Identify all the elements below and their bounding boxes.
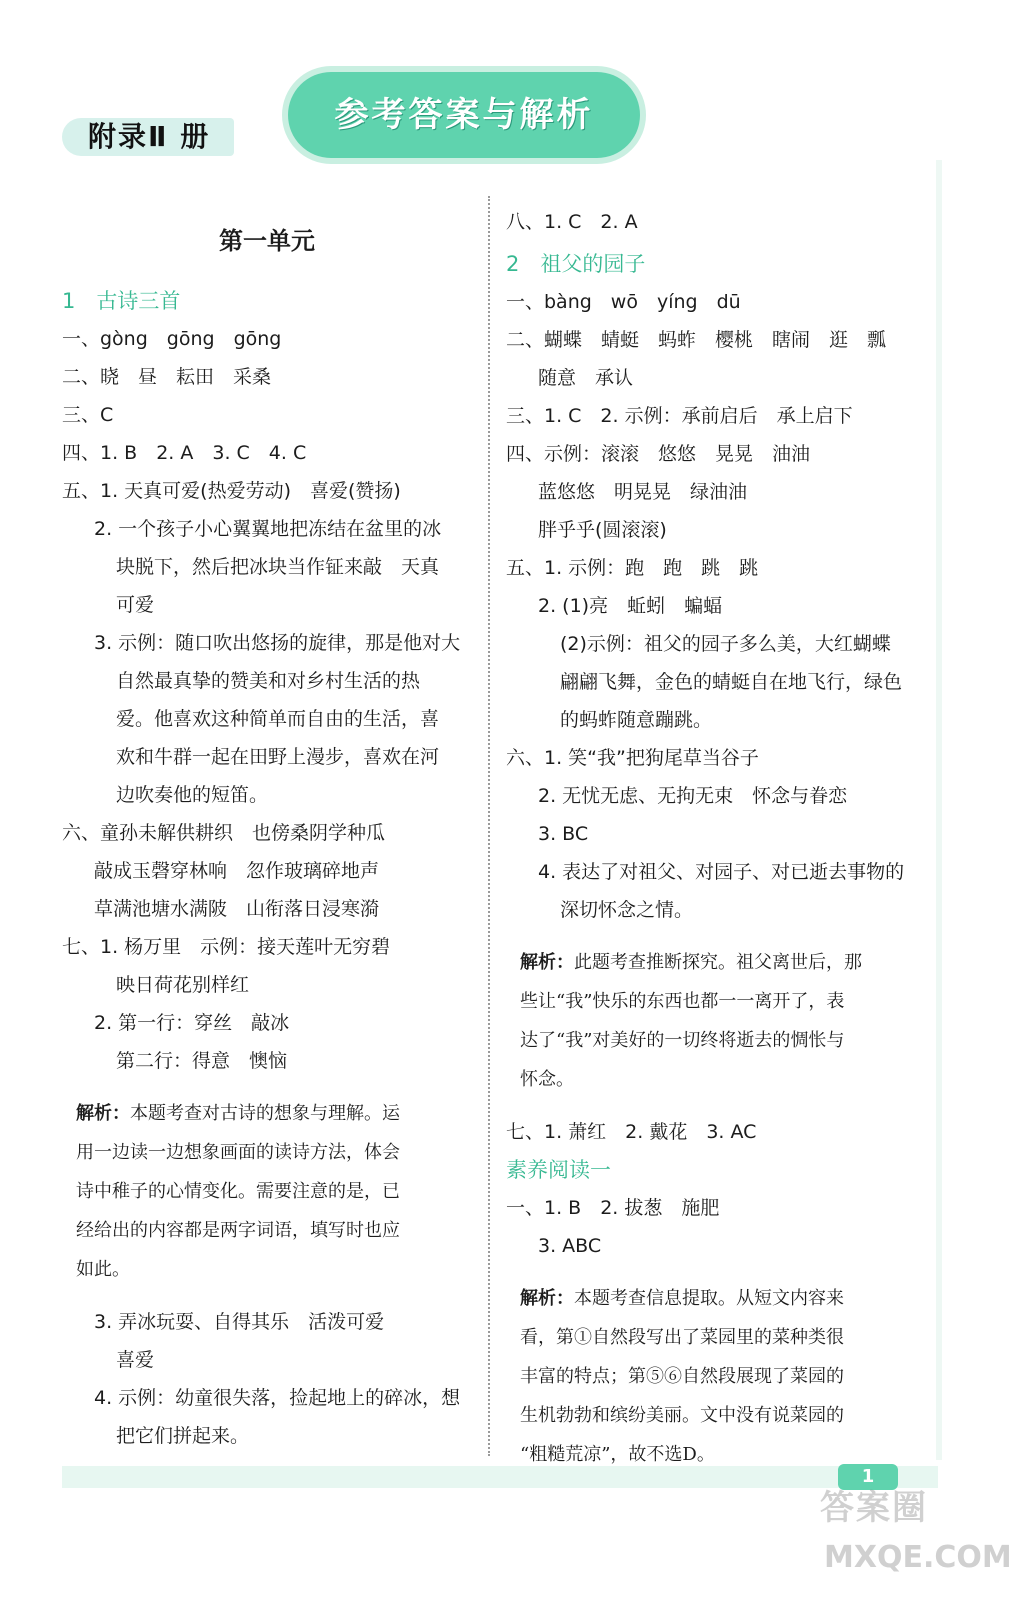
answer-line: 随意 承认 [538, 367, 634, 389]
answer-line: (2)示例：祖父的园子多么美，大红蝴蝶 [560, 633, 891, 655]
analysis-text: 用一边读一边想象画面的读诗方法，体会 [76, 1142, 400, 1163]
analysis-text: 经给出的内容都是两字词语，填写时也应 [76, 1220, 400, 1241]
answer-line: 4. 表达了对祖父、对园子、对已逝去事物的 [538, 861, 905, 883]
answer-line: 二、晓 昼 耘田 采桑 [62, 366, 272, 388]
analysis-block [520, 1279, 916, 1474]
page-edge-strip [936, 160, 942, 1460]
answer-line: 草满池塘水满陂 山衔落日浸寒漪 [94, 898, 380, 920]
answer-line: 2. 一个孩子小心翼翼地把冻结在盆里的冰 [94, 518, 442, 540]
answer-line: 胖乎乎(圆滚滚) [538, 519, 667, 541]
answer-line: 喜爱 [116, 1349, 155, 1371]
left-column [62, 222, 472, 1455]
unit-title: 第一单元 [219, 227, 315, 255]
answer-line: 3. 示例：随口吹出悠扬的旋律，那是他对大 [94, 632, 461, 654]
answer-line: 七、1. 萧红 2. 戴花 3. AC [506, 1121, 757, 1143]
answer-line: 六、童孙未解供耕织 也傍桑阴学种瓜 [62, 822, 386, 844]
answer-line: 2. 第一行：穿丝 敲冰 [94, 1012, 290, 1034]
watermark-url: MXQE.COM [824, 1540, 1012, 1575]
answer-line: 2. 无忧无虑、无拘无束 怀念与眷恋 [538, 785, 848, 807]
answer-line: 翩翩飞舞，金色的蜻蜓自在地飞行，绿色 [560, 671, 903, 693]
lesson-title: 2 祖父的园子 [506, 252, 646, 276]
answer-line: 五、1. 天真可爱(热爱劳动) 喜爱(赞扬) [62, 480, 401, 502]
answer-line: 深切怀念之情。 [560, 899, 694, 921]
page-number: 1 [861, 1466, 875, 1487]
answer-line: 欢和牛群一起在田野上漫步，喜欢在河 [116, 746, 440, 768]
answer-line: 3. BC [538, 823, 589, 845]
answer-line: 三、C [62, 404, 114, 426]
answer-line: 一、gòng gōng gōng [62, 328, 282, 350]
answer-line: 自然最真挚的赞美和对乡村生活的热 [116, 670, 421, 692]
answer-line: 把它们拼起来。 [116, 1425, 250, 1447]
answer-line: 一、bàng wō yíng dū [506, 291, 741, 313]
watermark [820, 1480, 1010, 1590]
answer-line: 二、蝴蝶 蜻蜓 蚂蚱 樱桃 瞎闹 逛 瓢 [506, 329, 887, 351]
analysis-label: 解析： [520, 952, 574, 973]
analysis-text: 些让“我”快乐的东西也都一一离开了，表 [520, 991, 845, 1012]
analysis-text: 如此。 [76, 1259, 130, 1280]
answer-line: 爱。他喜欢这种简单而自由的生活，喜 [116, 708, 440, 730]
watermark-text: 答案圈 [820, 1488, 928, 1528]
appendix-label: 附录Ⅱ 册 [88, 120, 211, 153]
analysis-text: 丰富的特点；第⑤⑥自然段展现了菜园的 [520, 1366, 844, 1387]
answer-line: 第二行：得意 懊恼 [116, 1050, 288, 1072]
right-column [506, 203, 916, 1488]
answer-line: 敲成玉磬穿林响 忽作玻璃碎地声 [94, 860, 380, 882]
analysis-text: 此题考查推断探究。祖父离世后，那 [574, 952, 862, 973]
answer-line: 3. ABC [538, 1235, 602, 1257]
answer-line: 六、1. 笑“我”把狗尾草当谷子 [506, 747, 759, 769]
analysis-label: 解析： [76, 1103, 130, 1124]
footer-bar [62, 1466, 938, 1488]
answer-line: 四、示例：滚滚 悠悠 晃晃 油油 [506, 443, 811, 465]
analysis-text: 本题考查信息提取。从短文内容来 [574, 1288, 844, 1309]
answer-line: 五、1. 示例：跑 跑 跳 跳 [506, 557, 759, 579]
analysis-text: “粗糙荒凉”，故不选D。 [520, 1444, 715, 1465]
analysis-block [76, 1094, 472, 1289]
answer-line: 蓝悠悠 明晃晃 绿油油 [538, 481, 748, 503]
answer-line: 块脱下，然后把冰块当作钲来敲 天真 [116, 556, 440, 578]
analysis-text: 生机勃勃和缤纷美丽。文中没有说菜园的 [520, 1405, 844, 1426]
lesson-title: 1 古诗三首 [62, 289, 181, 313]
answer-line: 映日荷花别样红 [116, 974, 250, 996]
answer-line: 四、1. B 2. A 3. C 4. C [62, 442, 307, 464]
answer-line: 可爱 [116, 594, 155, 616]
analysis-text: 本题考查对古诗的想象与理解。运 [130, 1103, 400, 1124]
answer-line: 3. 弄冰玩耍、自得其乐 活泼可爱 [94, 1311, 385, 1333]
answer-line: 一、1. B 2. 拔葱 施肥 [506, 1197, 720, 1219]
analysis-text: 达了“我”对美好的一切终将逝去的惆怅与 [520, 1030, 845, 1051]
answer-line: 边吹奏他的短笛。 [116, 784, 269, 806]
analysis-block [520, 943, 916, 1099]
analysis-text: 怀念。 [520, 1069, 574, 1090]
analysis-label: 解析： [520, 1288, 574, 1309]
analysis-text: 看，第①自然段写出了菜园里的菜种类很 [520, 1327, 844, 1348]
answer-line: 七、1. 杨万里 示例：接天莲叶无穷碧 [62, 936, 391, 958]
answer-line: 八、1. C 2. A [506, 211, 638, 233]
answer-line: 三、1. C 2. 示例：承前启后 承上启下 [506, 405, 853, 427]
section-title: 素养阅读一 [506, 1158, 611, 1182]
answer-line: 2. (1)亮 蚯蚓 蝙蝠 [538, 595, 723, 617]
answer-line: 4. 示例：幼童很失落，捡起地上的碎冰，想 [94, 1387, 461, 1409]
column-divider [488, 196, 490, 1456]
page-title: 参考答案与解析 [334, 95, 594, 135]
analysis-text: 诗中稚子的心情变化。需要注意的是，已 [76, 1181, 400, 1202]
answer-line: 的蚂蚱随意蹦跳。 [560, 709, 713, 731]
